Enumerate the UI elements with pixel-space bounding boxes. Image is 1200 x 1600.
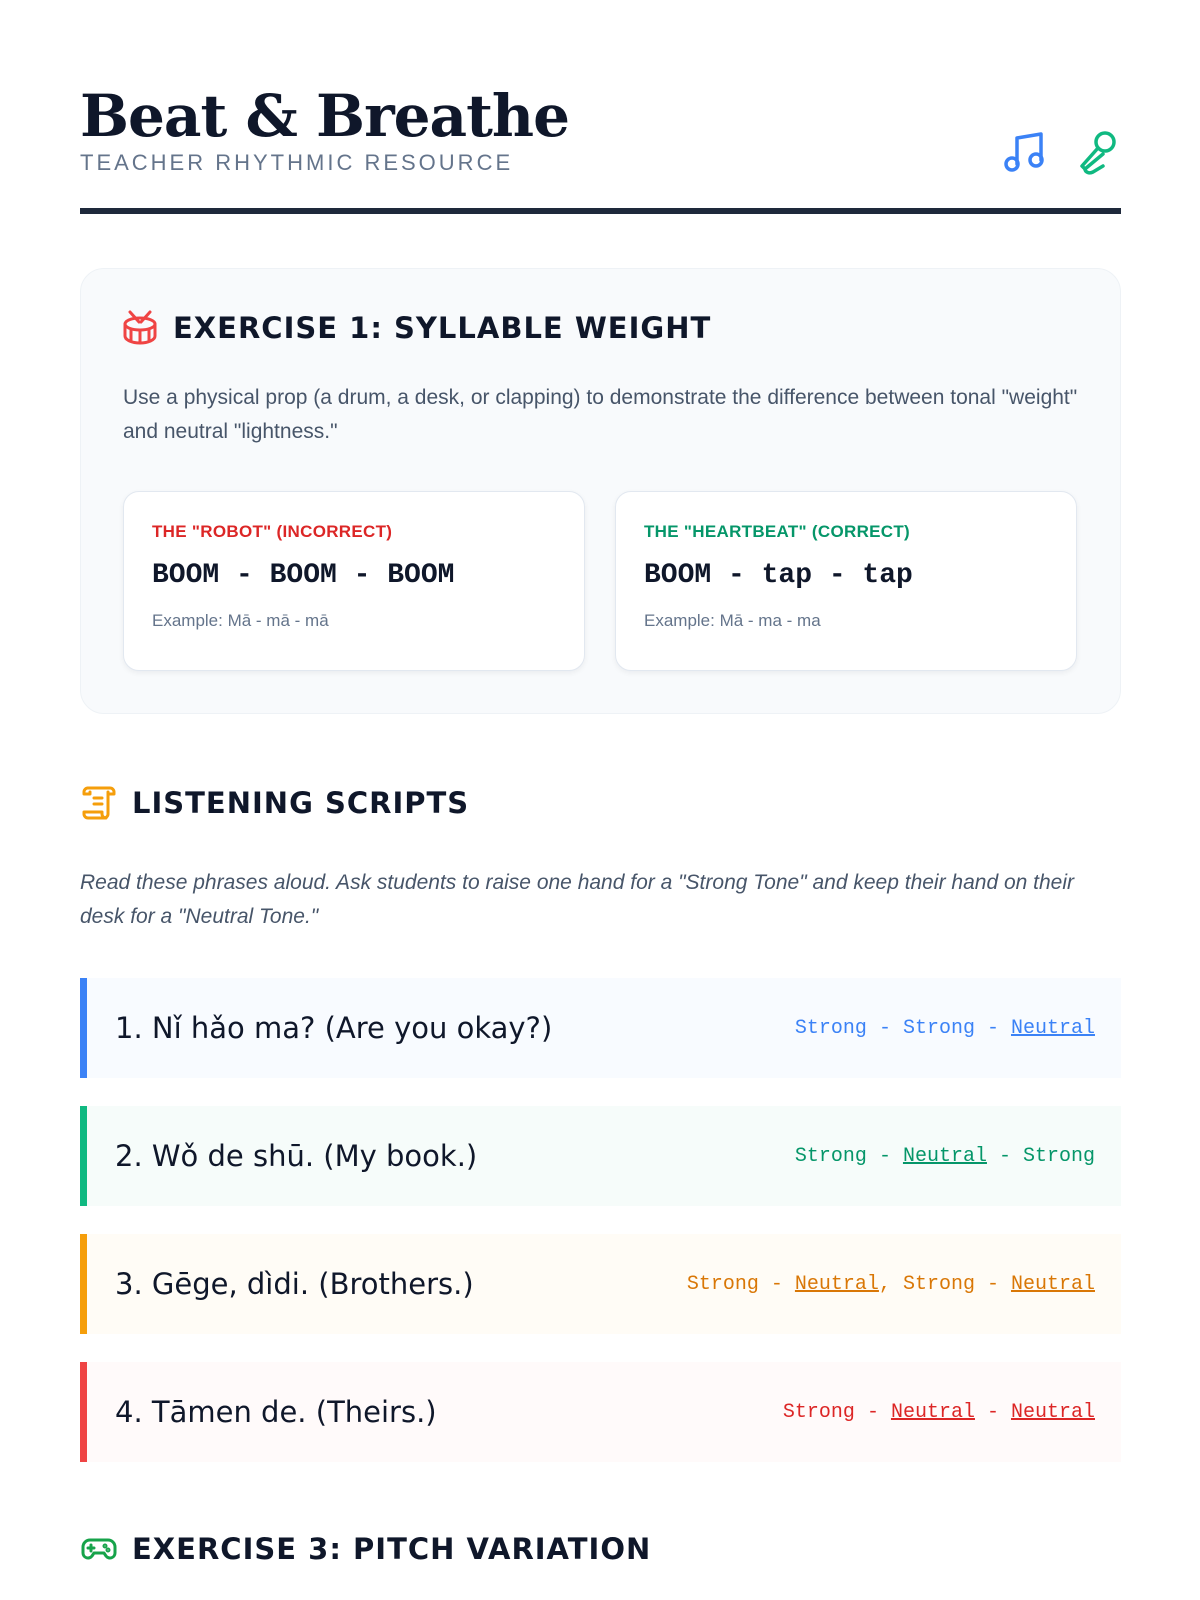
tone-pattern: Strong - Neutral - Neutral bbox=[782, 1400, 1095, 1424]
robot-card-label: THE "ROBOT" (INCORRECT) bbox=[152, 522, 393, 541]
script-row bbox=[80, 978, 1121, 1078]
page-header bbox=[80, 84, 1121, 214]
tone-pattern: Strong - Neutral - Strong bbox=[794, 1144, 1095, 1168]
heartbeat-card bbox=[615, 491, 1077, 671]
tone-pattern: Strong - Neutral, Strong - Neutral bbox=[686, 1272, 1095, 1296]
exercise-3-title: EXERCISE 3: PITCH VARIATION bbox=[132, 1532, 652, 1566]
heartbeat-card-example: Example: Mā - ma - ma bbox=[644, 611, 821, 630]
robot-card-example: Example: Mā - mā - mā bbox=[152, 611, 329, 630]
script-row bbox=[80, 1106, 1121, 1206]
robot-card bbox=[123, 491, 585, 671]
script-row bbox=[80, 1234, 1121, 1334]
exercise-3-heading bbox=[80, 1530, 651, 1568]
script-phrase: 3. Gēge, dìdi. (Brothers.) bbox=[115, 1267, 474, 1301]
header-icons bbox=[1001, 128, 1121, 176]
script-row bbox=[80, 1362, 1121, 1462]
exercise-1-heading bbox=[121, 309, 711, 347]
tone-pattern: Strong - Strong - Neutral bbox=[794, 1016, 1095, 1040]
listening-scripts-description: Read these phrases aloud. Ask students to raise one hand for a "Strong Tone" and keep their hand on their desk for a "Neutral Tone." bbox=[80, 871, 1075, 928]
exercise-1-title: EXERCISE 1: SYLLABLE WEIGHT bbox=[173, 311, 712, 345]
heartbeat-card-pattern: BOOM - tap - tap bbox=[644, 560, 913, 591]
scroll-icon bbox=[80, 784, 118, 822]
drum-icon bbox=[121, 309, 159, 347]
microphone-icon bbox=[1073, 128, 1121, 176]
listening-scripts-title: LISTENING SCRIPTS bbox=[132, 786, 470, 820]
listening-scripts-heading bbox=[80, 784, 469, 822]
exercise-1-description: Use a physical prop (a drum, a desk, or clapping) to demonstrate the difference between tonal "weight" and neutral "lightness." bbox=[123, 386, 1078, 443]
exercise-1-panel bbox=[80, 268, 1121, 714]
music-note-icon bbox=[1001, 128, 1049, 176]
gamepad-icon bbox=[80, 1530, 118, 1568]
script-phrase: 1. Nǐ hǎo ma? (Are you okay?) bbox=[115, 1011, 553, 1045]
heartbeat-card-label: THE "HEARTBEAT" (CORRECT) bbox=[644, 522, 911, 541]
script-phrase: 2. Wǒ de shū. (My book.) bbox=[115, 1139, 478, 1173]
page-subtitle: TEACHER RHYTHMIC RESOURCE bbox=[80, 150, 514, 175]
script-phrase: 4. Tāmen de. (Theirs.) bbox=[115, 1395, 437, 1429]
page-title: Beat & Breathe bbox=[80, 82, 569, 150]
robot-card-pattern: BOOM - BOOM - BOOM bbox=[152, 560, 455, 591]
header-divider bbox=[80, 208, 1121, 214]
